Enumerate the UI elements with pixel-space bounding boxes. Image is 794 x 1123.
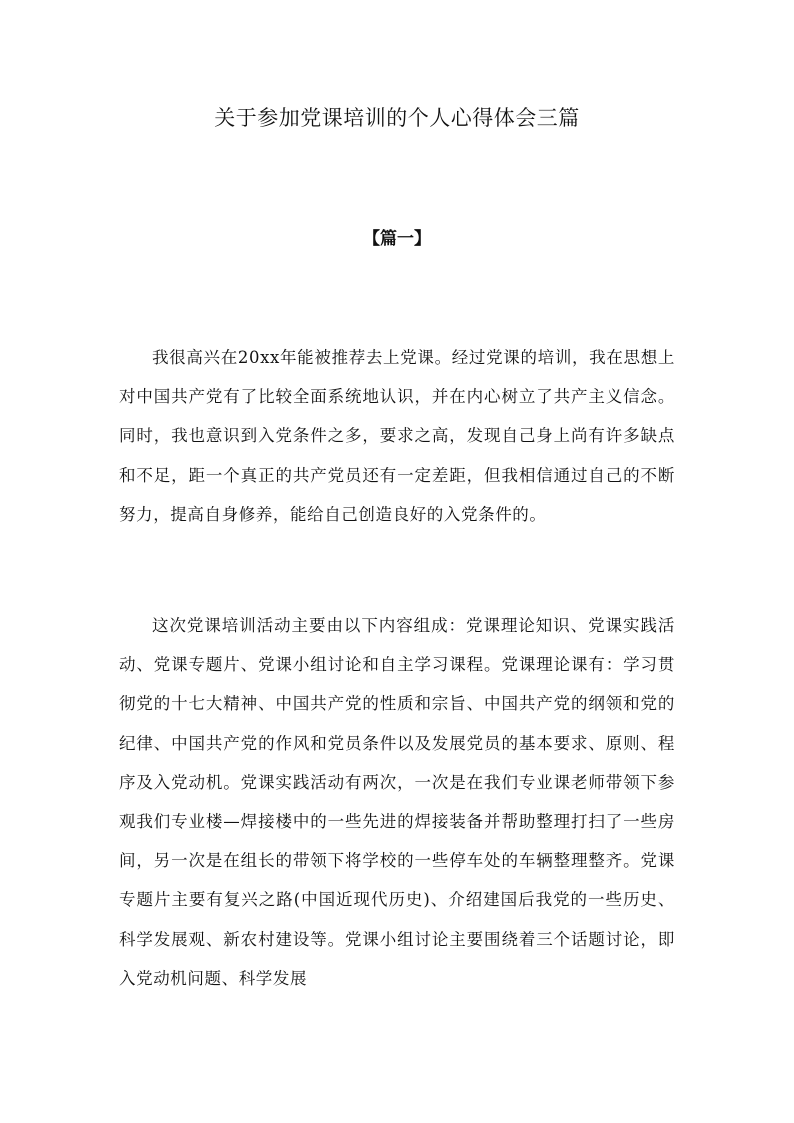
section-heading: 【篇一】: [363, 229, 431, 249]
body-paragraph: 我很高兴在20xx年能被推荐去上党课。经过党课的培训，我在思想上对中国共产党有了比较全面系统地认识，并在内心树立了共产主义信念。同时，我也意识到入党条件之多，要求之高，发现自己身上尚有许多缺点和不足，距一个真正的共产党员还有一定差距，但我相信通过自己的不断努力，提高自身修养，能给自己创造良好的入党条件的。: [119, 348, 675, 524]
body-paragraph: 这次党课培训活动主要由以下内容组成：党课理论知识、党课实践活动、党课专题片、党课小组讨论和自主学习课程。党课理论课有：学习贯彻党的十七大精神、中国共产党的性质和宗旨、中国共产党的纲领和党的纪律、中国共产党的作风和党员条件以及发展党员的基本要求、原则、程序及入党动机。党课实践活动有两次，一次是在我们专业课老师带领下参观我们专业楼—焊接楼中的一些先进的焊接装备并帮助整理打扫了一些房间，另一次是在组长的带领下将学校的一些停车处的车辆整理整齐。党课专题片主要有复兴之路(中国近现代历史)、介绍建国后我党的一些历史、科学发展观、新农村建设等。党课小组讨论主要围绕着三个话题讨论，即入党动机问题、科学发展: [119, 616, 675, 988]
document-title: 关于参加党课培训的个人心得体会三篇: [214, 106, 580, 130]
